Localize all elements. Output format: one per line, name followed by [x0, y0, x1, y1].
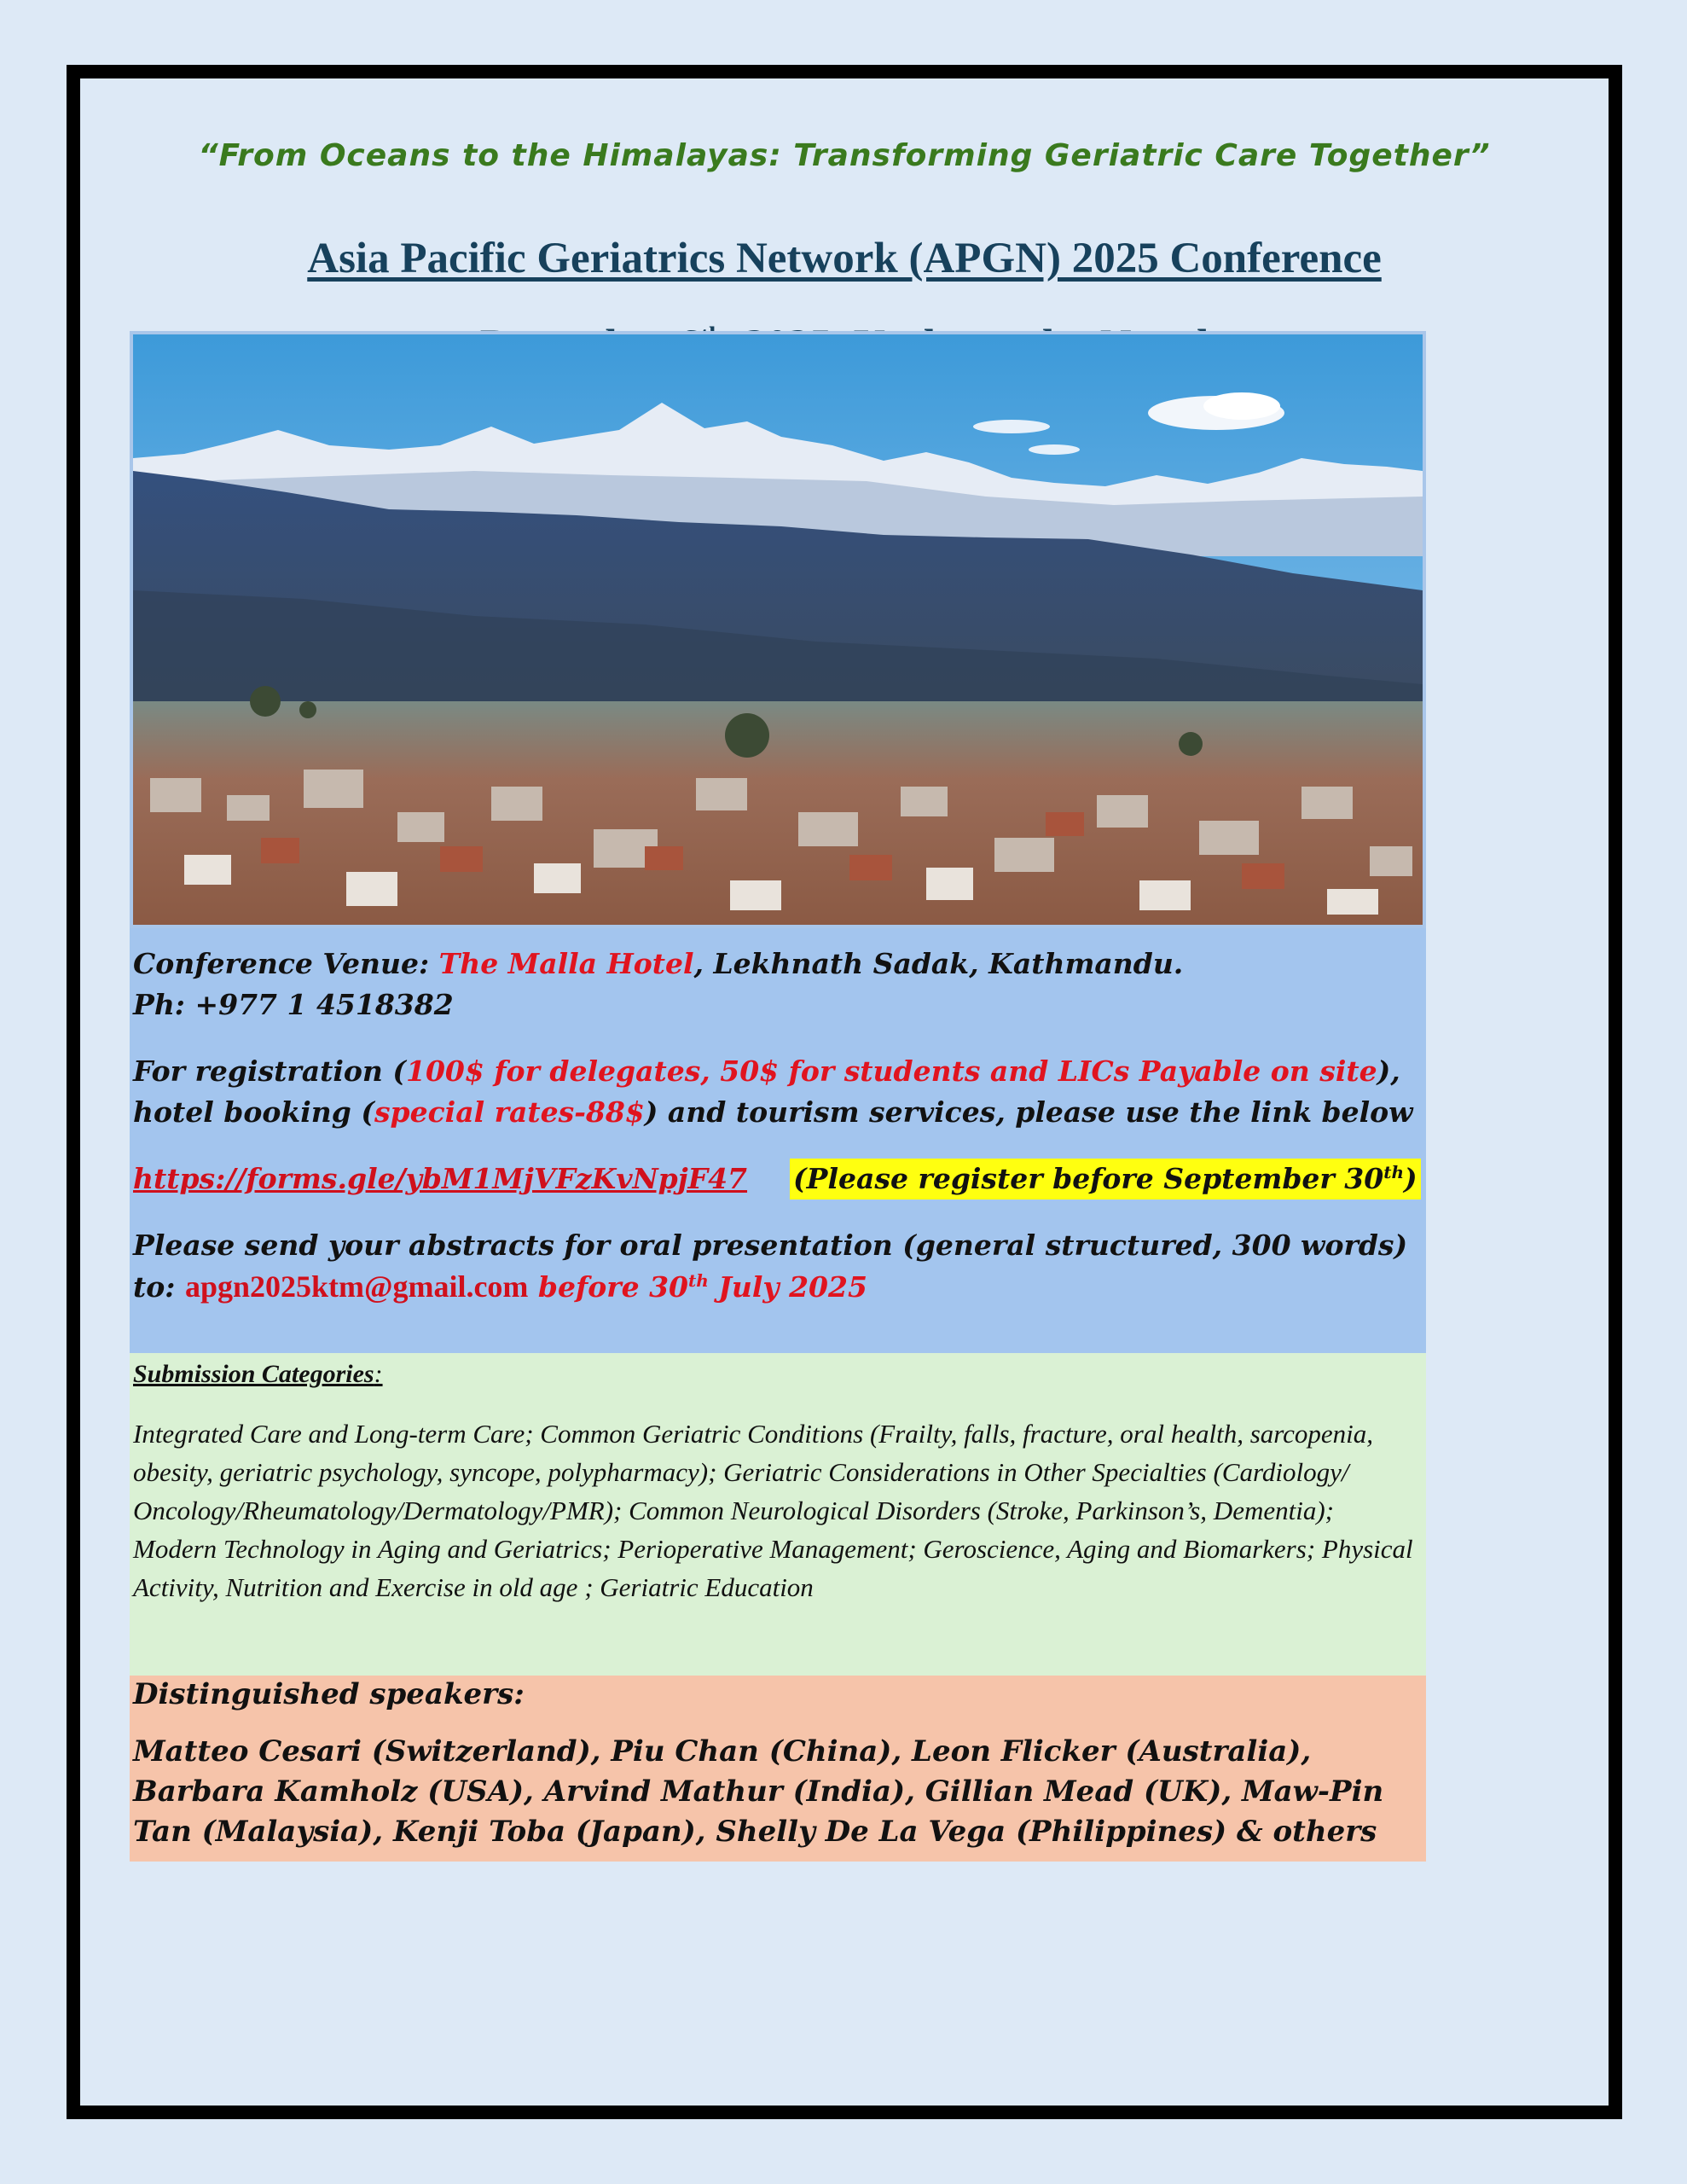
registration-prefix: For registration (	[133, 1054, 406, 1088]
abstracts-email-line	[133, 1266, 1423, 1308]
registration-link[interactable]: https://forms.gle/ybM1MjVFzKvNpjF47	[133, 1162, 748, 1195]
speakers-list: Matteo Cesari (Switzerland), Piu Chan (China), Leon Flicker (Australia), Barbara Kamholz (USA), Arvind Mathur (India), Gillian Mead (UK), Maw-Pin Tan (Malaysia), Kenji Toba (Japan), Shelly De La Vega (Philippines) & others	[133, 1734, 1384, 1849]
registration-deadline-note	[790, 1159, 1421, 1199]
link-line	[133, 1159, 1423, 1199]
submission-categories-list: Integrated Care and Long-term Care; Common Geriatric Conditions (Frailty, falls, fracture, oral health, sarcopenia, obesity, geriatric psychology, syncope, polypharmacy); Geriatric Considerations in Other Specialties (Cardiology/ Oncology/Rheumatology/Dermatology/PMR); Common Neurological Disorders (Stroke, Parkinson’s, Dementia); Modern Technology in Aging and Geriatrics; Perioperative Management; Geroscience, Aging and Biomarkers; Physical Activity, Nutrition and Exercise in old age ; Geriatric Education	[133, 1419, 1413, 1602]
venue-phone: Ph: +977 1 4518382	[133, 988, 454, 1021]
submission-title-colon: :	[374, 1360, 383, 1388]
hotel-line	[133, 1092, 1423, 1133]
hotel-suffix: ) and tourism services, please use the link below	[644, 1095, 1413, 1129]
submission-categories-title	[133, 1360, 1423, 1389]
abstracts-line: Please send your abstracts for oral presentation (general structured, 300 words)	[133, 1228, 1408, 1262]
registration-fees: 100$ for delegates, 50$ for students and LICs Payable on site	[405, 1054, 1377, 1088]
abstracts-ordinal: th	[688, 1270, 709, 1291]
kathmandu-himalaya-photo	[130, 331, 1426, 928]
speakers-section	[130, 1676, 1426, 1862]
abstracts-before-prefix: before 30	[528, 1270, 688, 1304]
venue-label: Conference Venue:	[133, 947, 439, 980]
hotel-prefix: hotel booking (	[133, 1095, 374, 1129]
abstracts-before-suffix: July 2025	[708, 1270, 867, 1304]
registration-line	[133, 1051, 1423, 1092]
hotel-rate: special rates-88$	[374, 1095, 645, 1129]
venue-address: , Lekhnath Sadak, Kathmandu.	[693, 947, 1184, 980]
tagline: “From Oceans to the Himalayas: Transforming Geriatric Care Together”	[198, 138, 1491, 173]
venue-registration-section	[130, 928, 1426, 1353]
venue-line	[133, 944, 1423, 985]
conference-title: Asia Pacific Geriatrics Network (APGN) 2025 Conference	[307, 235, 1382, 282]
speakers-title: Distinguished speakers:	[133, 1677, 525, 1711]
deadline-prefix: (Please register before September 30	[793, 1162, 1384, 1195]
registration-mid: ),	[1377, 1054, 1400, 1088]
submission-title-text: Submission Categories	[133, 1360, 374, 1388]
venue-hotel: The Malla Hotel	[438, 947, 694, 980]
deadline-suffix: )	[1403, 1162, 1417, 1195]
deadline-ordinal: th	[1383, 1162, 1404, 1182]
abstracts-deadline	[528, 1270, 867, 1304]
abstracts-email[interactable]: apgn2025ktm@gmail.com	[184, 1269, 529, 1304]
abstracts-to: to:	[133, 1270, 185, 1304]
submission-categories-section	[130, 1353, 1426, 1676]
